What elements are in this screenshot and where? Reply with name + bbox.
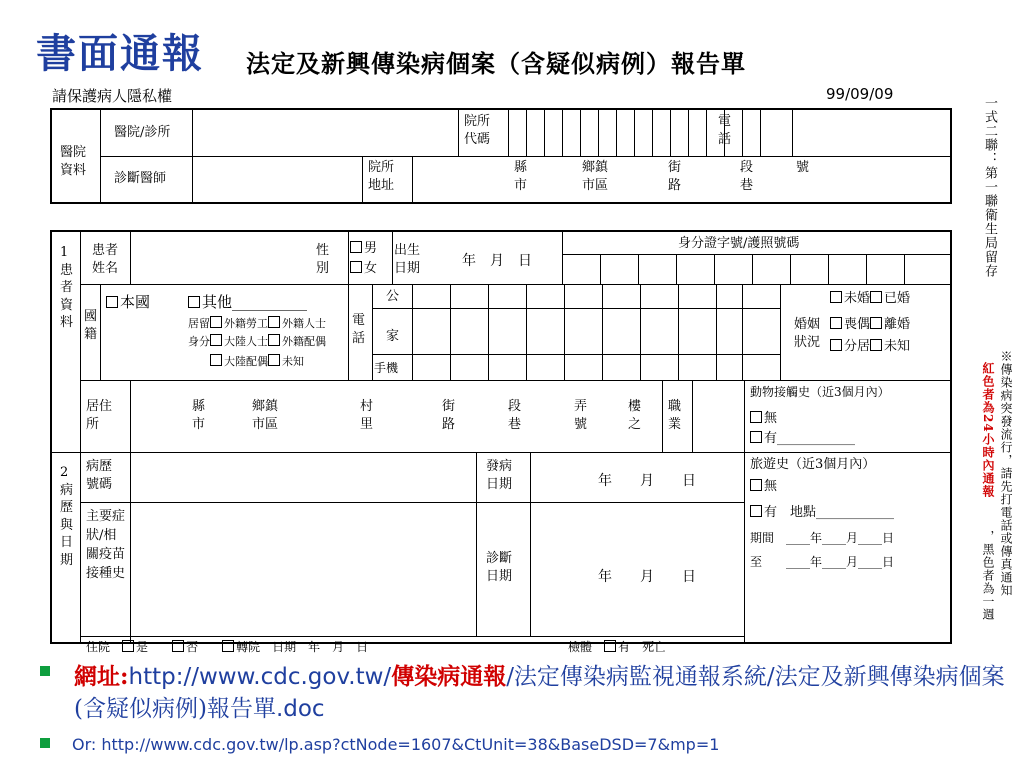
phone-label: 電話 [352, 313, 366, 346]
birth-ymd: 年 月 日 [462, 253, 532, 269]
marriage-label: 婚姻狀況 [794, 317, 821, 350]
identity-options-2[interactable]: 大陸配偶 未知 [210, 354, 304, 370]
nationality-native[interactable]: 本國 [106, 292, 150, 312]
privacy-notice: 請保護病人隱私權 [52, 87, 173, 105]
addr-town: 鄉鎮市區 [582, 160, 609, 193]
patient-section-label: 1 患者資料 [60, 245, 74, 331]
residency-options[interactable]: 居留 外籍勞工 外籍人士 [188, 317, 326, 330]
specimen-row[interactable]: 檢體 有 死亡 [568, 640, 667, 654]
side-note-red: 紅色者為24小時內通報 [981, 362, 995, 498]
marriage-row-3[interactable]: 分居 未知 [830, 338, 910, 356]
birth-label: 出生日期 [394, 243, 421, 276]
res-floor: 樓之 [628, 399, 642, 432]
nationality-other[interactable]: 其他__________ [188, 292, 307, 312]
onset-ymd: 年 月 日 [598, 473, 696, 489]
hospital-name-label: 醫院/診所 [114, 125, 171, 140]
residence-label: 居住所 [86, 399, 113, 432]
hospital-phone-label: 電話 [718, 114, 732, 147]
record-label: 病歷號碼 [86, 459, 113, 492]
animal-have[interactable]: 有____________ [750, 430, 855, 448]
travel-none[interactable]: 無 [750, 478, 777, 496]
res-street: 街路 [442, 399, 456, 432]
animal-label: 動物接觸史（近3個月內） [750, 385, 890, 399]
hospital-section-label: 醫院資料 [60, 145, 87, 178]
bullet-alt-url[interactable]: Or: http://www.cdc.gov.tw/lp.asp?ctNode=1607&CtUnit=38&BaseDSD=7&mp=1 [72, 735, 720, 754]
id-label: 身分證字號/護照號碼 [678, 236, 800, 251]
patient-name-label: 患者姓名 [92, 243, 119, 276]
res-lane: 段巷 [508, 399, 522, 432]
hospital-address-label: 院所地址 [368, 160, 395, 193]
form-date: 99/09/09 [826, 85, 894, 103]
checkbox[interactable] [350, 261, 362, 273]
phone-mobile: 手機 [374, 361, 399, 375]
addr-county: 縣市 [514, 160, 528, 193]
travel-have[interactable]: 有 地點____________ [750, 504, 894, 522]
history-section-label: 2 病歷與日期 [60, 465, 74, 568]
addr-number: 號 [796, 160, 810, 175]
res-village: 村里 [360, 399, 374, 432]
side-note-copies: 一式二聯：第一聯衛生局留存 [982, 96, 997, 278]
patient-section [50, 230, 952, 654]
job-label: 職業 [668, 399, 682, 432]
bullet-marker [40, 666, 50, 676]
checkbox[interactable] [188, 296, 200, 308]
travel-label: 旅遊史（近3個月內） [750, 457, 876, 472]
symptom-label: 主要症狀/相關疫苗接種史 [86, 509, 126, 581]
sex-male[interactable]: 男 [350, 240, 377, 258]
sex-female[interactable]: 女 [350, 260, 377, 278]
res-county: 縣市 [192, 399, 206, 432]
marriage-row-2[interactable]: 喪偶 離婚 [830, 316, 910, 334]
addr-street: 街路 [668, 160, 682, 193]
phone-office: 公 [386, 289, 400, 304]
travel-to: 至 ____年____月____日 [750, 555, 895, 569]
side-note-mark: ※傳染病突發流行，請先打電話或傳真通知 [999, 350, 1013, 597]
nationality-label: 國籍 [84, 309, 98, 342]
onset-label: 發病日期 [486, 459, 513, 492]
phone-home: 家 [386, 329, 400, 344]
identity-options[interactable]: 身分 大陸人士 外籍配偶 [188, 335, 326, 348]
side-note-black: ，黑色者為一週 [981, 530, 995, 621]
res-alley: 弄號 [574, 399, 588, 432]
checkbox[interactable] [350, 241, 362, 253]
hospital-code-label: 院所代碼 [464, 114, 491, 147]
addr-lane: 段巷 [740, 160, 754, 193]
diagnosis-ymd: 年 月 日 [598, 569, 696, 585]
marriage-row-1[interactable]: 未婚 已婚 [830, 290, 910, 308]
animal-none[interactable]: 無 [750, 410, 777, 428]
hospital-section [50, 108, 952, 204]
form-title: 法定及新興傳染病個案（含疑似病例）報告單 [246, 49, 746, 78]
res-town: 鄉鎮市區 [252, 399, 279, 432]
inpatient-row[interactable]: 住院 是 否 轉院 日期 年 月 日 [86, 640, 369, 654]
checkbox[interactable] [106, 296, 118, 308]
bullet-url-text: 網址:http://www.cdc.gov.tw/傳染病通報/法定傳染病監視通報系統/法定及新興傳染病個案(含疑似病例)報告單.doc [74, 663, 1005, 723]
doctor-label: 診斷醫師 [114, 171, 167, 186]
diagnosis-label: 診斷日期 [486, 551, 513, 584]
travel-period: 期間 ____年____月____日 [750, 531, 895, 545]
slide-title: 書面通報 [36, 30, 204, 77]
sex-label: 性別 [316, 243, 330, 276]
bullet-marker [40, 738, 50, 748]
